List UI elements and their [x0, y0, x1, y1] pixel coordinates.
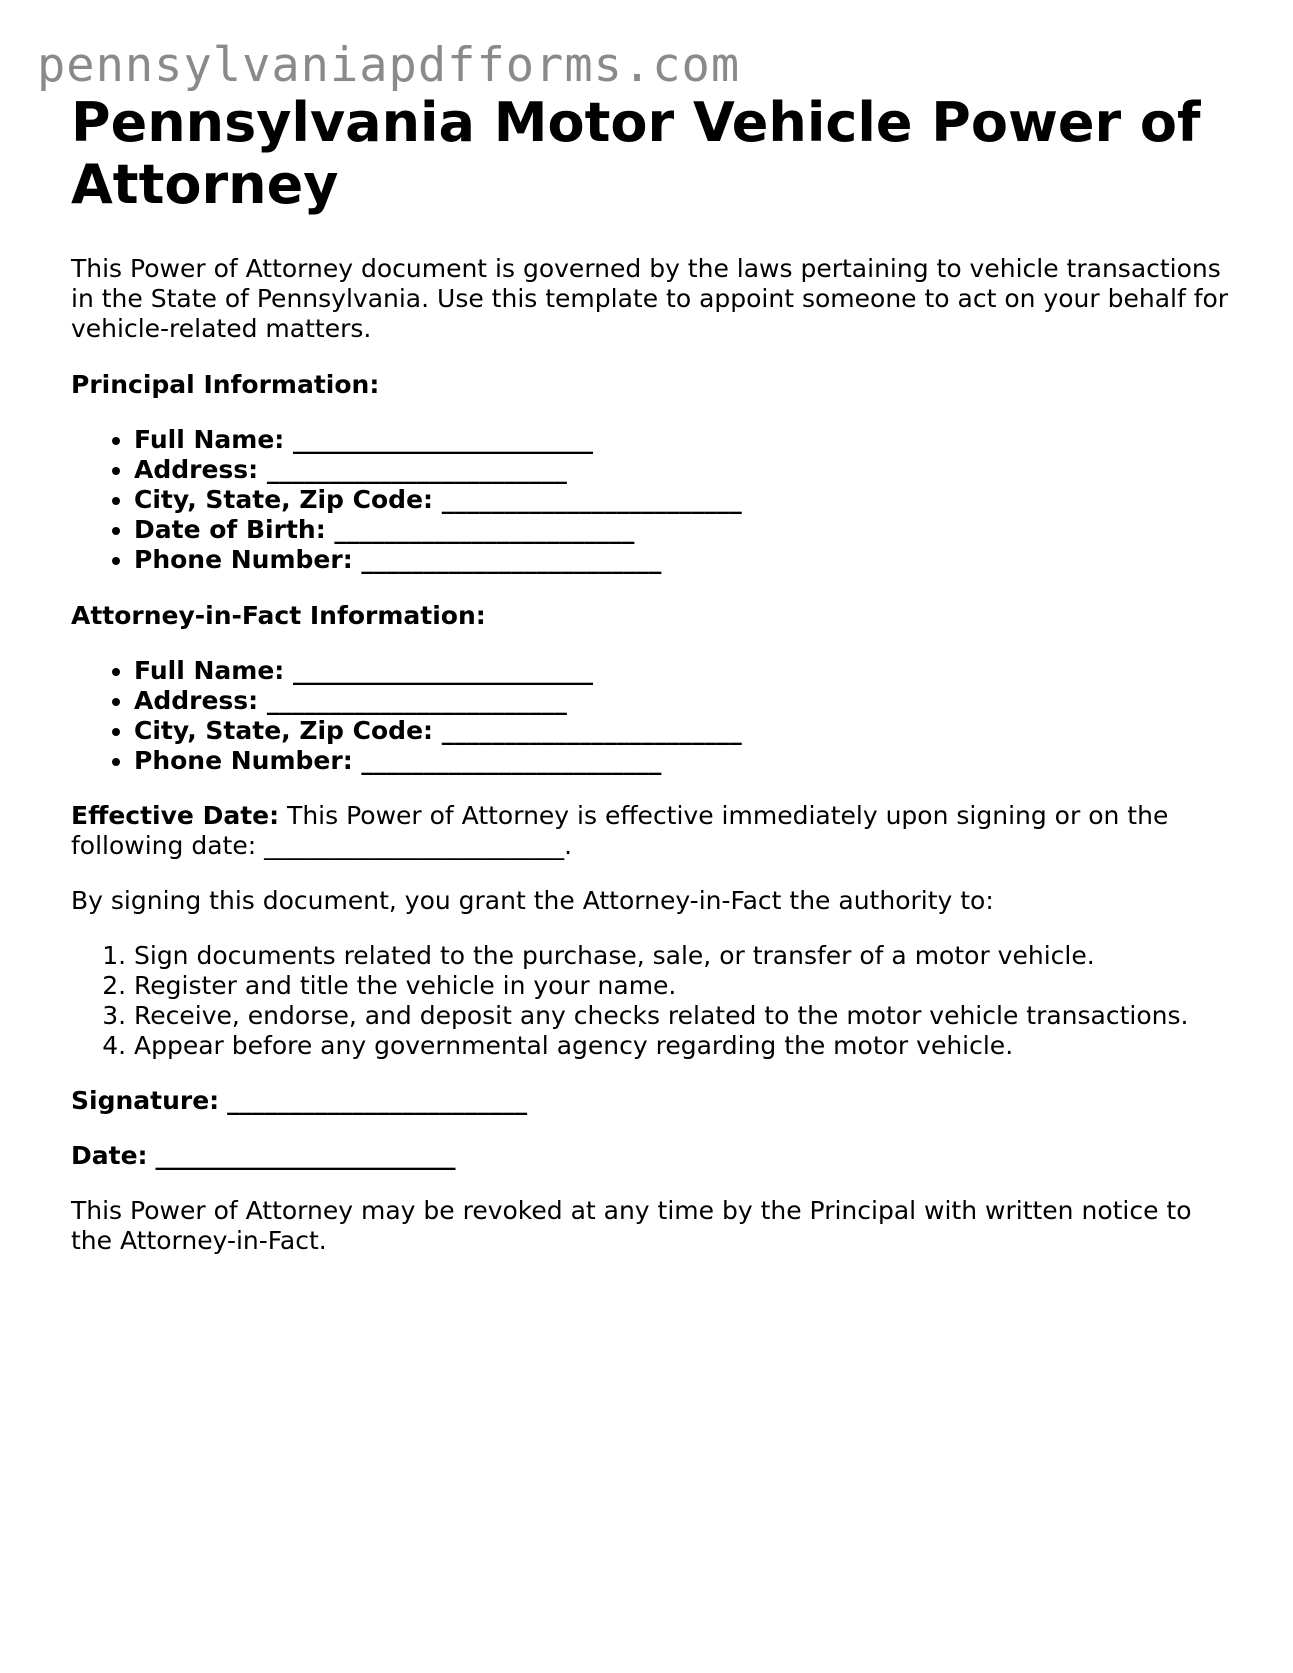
effective-date-label: Effective Date:	[71, 801, 280, 830]
revocation-paragraph: This Power of Attorney may be revoked at any time by the Principal with written notice to the Attorney-in-Fact.	[71, 1196, 1192, 1255]
attorney-city-state-zip-field: • City, State, Zip Code: ________________________	[134, 716, 1231, 746]
intro-paragraph: This Power of Attorney document is governed by the laws pertaining to vehicle transactions in the State of Pennsylvania. Use this template to appoint someone to act on your behalf for vehicle-related matters.	[71, 254, 1229, 343]
power-item: 2. Register and title the vehicle in your name.	[134, 971, 1231, 1001]
effective-date-paragraph: Effective Date: This Power of Attorney is effective immediately upon signing or on the following date: ________________________.	[71, 801, 1169, 860]
document-body	[71, 92, 1231, 1256]
blank-line[interactable]: ________________________	[441, 716, 742, 745]
principal-address-field: • Address: ________________________	[134, 455, 1231, 485]
grant-intro: By signing this document, you grant the Attorney-in-Fact the authority to:	[71, 886, 994, 915]
blank-line[interactable]: ________________________	[266, 686, 567, 715]
blank-line[interactable]: ________________________	[293, 425, 593, 454]
site-watermark: pennsylvaniapdfforms.com	[37, 38, 741, 93]
principal-city-state-zip-field: • City, State, Zip Code: ________________________	[134, 485, 1231, 515]
date-line: Date: ________________________	[71, 1141, 456, 1170]
signature-line: Signature: ________________________	[71, 1086, 528, 1115]
blank-line[interactable]: ________________________	[266, 455, 567, 484]
power-item: 1. Sign documents related to the purchase, sale, or transfer of a motor vehicle.	[134, 941, 1231, 971]
principal-date-of-birth-field: • Date of Birth: ________________________	[134, 515, 1231, 545]
power-item: 3. Receive, endorse, and deposit any checks related to the motor vehicle transactions.	[134, 1001, 1231, 1031]
principal-phone-field: • Phone Number: ________________________	[134, 545, 1231, 575]
document-title: Pennsylvania Motor Vehicle Power of Attorney	[71, 91, 1201, 216]
principal-full-name-field: • Full Name: ________________________	[134, 425, 1231, 455]
powers-list	[71, 941, 1231, 1061]
blank-line[interactable]: ________________________	[293, 656, 593, 685]
attorney-fields	[71, 656, 1231, 776]
principal-heading: Principal Information:	[71, 370, 380, 399]
blank-line[interactable]: ________________________	[334, 515, 635, 544]
blank-line[interactable]: ________________________	[361, 746, 662, 775]
power-item: 4. Appear before any governmental agency regarding the motor vehicle.	[134, 1031, 1231, 1061]
attorney-heading: Attorney-in-Fact Information:	[71, 601, 486, 630]
blank-line[interactable]: ________________________	[361, 545, 662, 574]
effective-date-blank[interactable]: ________________________	[264, 831, 565, 860]
principal-fields	[71, 425, 1231, 575]
blank-line[interactable]: ________________________	[441, 485, 742, 514]
attorney-address-field: • Address: ________________________	[134, 686, 1231, 716]
attorney-full-name-field: • Full Name: ________________________	[134, 656, 1231, 686]
signature-blank[interactable]: ________________________	[227, 1086, 528, 1115]
attorney-phone-field: • Phone Number: ________________________	[134, 746, 1231, 776]
date-blank[interactable]: ________________________	[155, 1141, 456, 1170]
